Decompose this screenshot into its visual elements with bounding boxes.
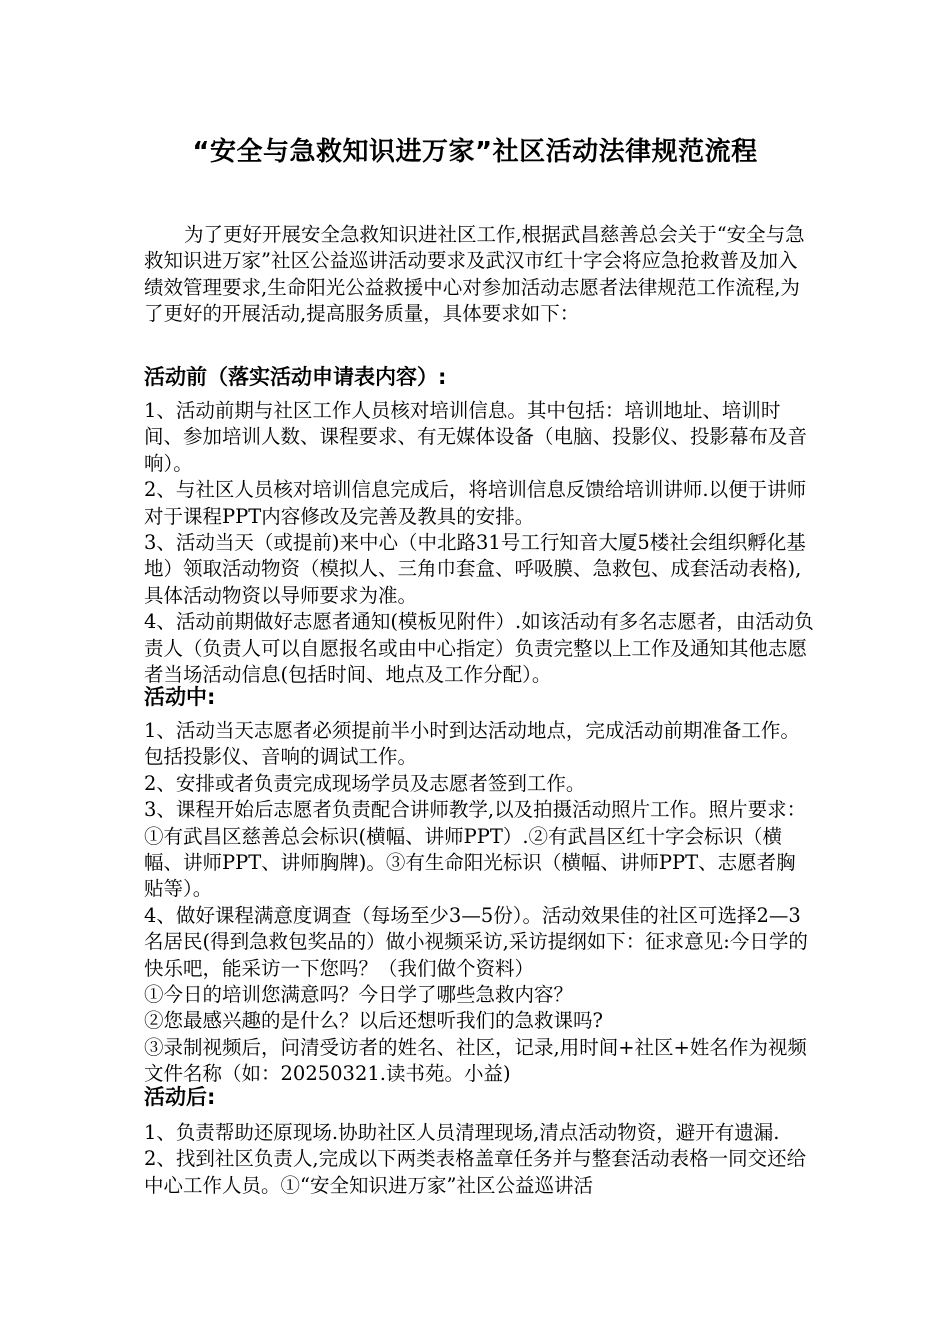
document-title: “安全与急救知识进万家”社区活动法律规范流程 — [192, 137, 758, 167]
list-item: 2、找到社区负责人,完成以下两类表格盖章任务并与整套活动表格一同交还给中心工作人员。①“安全知识进万家”社区公益巡讲活 — [144, 1147, 807, 1197]
list-item: 2、安排或者负责完成现场学员及志愿者签到工作。 — [144, 771, 586, 795]
section-after-list — [144, 1120, 814, 1199]
list-item: 1、活动前期与社区工作人员核对培训信息。其中包括：培训地址、培训时间、参加培训人数、课程要求、有无媒体设备（电脑、投影仪、投影幕布及音响）。 — [144, 399, 808, 475]
intro-text: 为了更好开展安全急救知识进社区工作,根据武昌慈善总会关于“安全与急救知识进万家”社区公益巡讲活动要求及武汉市红十字会将应急抢救普及加入绩效管理要求,生命阳光公益救援中心对参加活动志愿者法律规范工作流程,为了更好的开展活动,提高服务质量，具体要求如下： — [144, 223, 805, 326]
list-item: 4、活动前期做好志愿者通知(模板见附件）.如该活动有多名志愿者，由活动负责人（负责人可以自愿报名或由中心指定）负责完整以上工作及通知其他志愿者当场活动信息(包括时间、地点及工作分配）。 — [144, 610, 814, 687]
list-item: 2、与社区人员核对培训信息完成后，将培训信息反馈给培训讲师.以便于讲师对于课程PPT内容修改及完善及教具的安排。 — [144, 478, 807, 528]
section-heading-during: 活动中: — [144, 685, 216, 709]
intro-paragraph — [144, 222, 814, 328]
list-item: ①今日的培训您满意吗？今日学了哪些急救内容？ — [144, 983, 574, 1007]
list-item: ③录制视频后，问清受访者的姓名、社区，记录,用时间+社区+姓名作为视频文件名称（如：20250321.读书苑。小益) — [144, 1035, 807, 1086]
list-item: 3、活动当天（或提前)来中心（中北路31号工行知音大厦5楼社会组织孵化基地）领取活动物资（模拟人、三角巾套盒、呼吸膜、急救包、成套活动表格),具体活动物资以导师要求为准。 — [144, 531, 806, 607]
section-heading-after: 活动后: — [144, 1085, 216, 1109]
section-heading-before: 活动前（落实活动申请表内容）: — [144, 365, 447, 389]
section-during-list — [144, 718, 814, 1088]
list-item: 4、做好课程满意度调查（每场至少3—5份）。活动效果佳的社区可选择2—3名居民(得到急救包奖品的）做小视频采访,采访提纲如下：征求意见:今日学的快乐吧，能采访一下您吗？（我们做个资料） — [144, 903, 808, 980]
list-item: 3、课程开始后志愿者负责配合讲师教学,以及拍摄活动照片工作。照片要求：①有武昌区慈善总会标识(横幅、讲师PPT）.②有武昌区红十字会标识（横幅、讲师PPT、讲师胸牌)。③有生命阳光标识（横幅、讲师PPT、志愿者胸贴等）。 — [144, 798, 807, 901]
list-item: 1、负责帮助还原现场.协助社区人员清理现场,清点活动物资，避开有遗漏. — [144, 1121, 780, 1144]
section-before-list — [144, 398, 814, 688]
list-item: ②您最感兴趣的是什么？以后还想听我们的急救课吗? — [144, 1009, 603, 1033]
list-item: 1、活动当天志愿者必须提前半小时到达活动地点，完成活动前期准备工作。包括投影仪、音响的调试工作。 — [144, 719, 800, 769]
